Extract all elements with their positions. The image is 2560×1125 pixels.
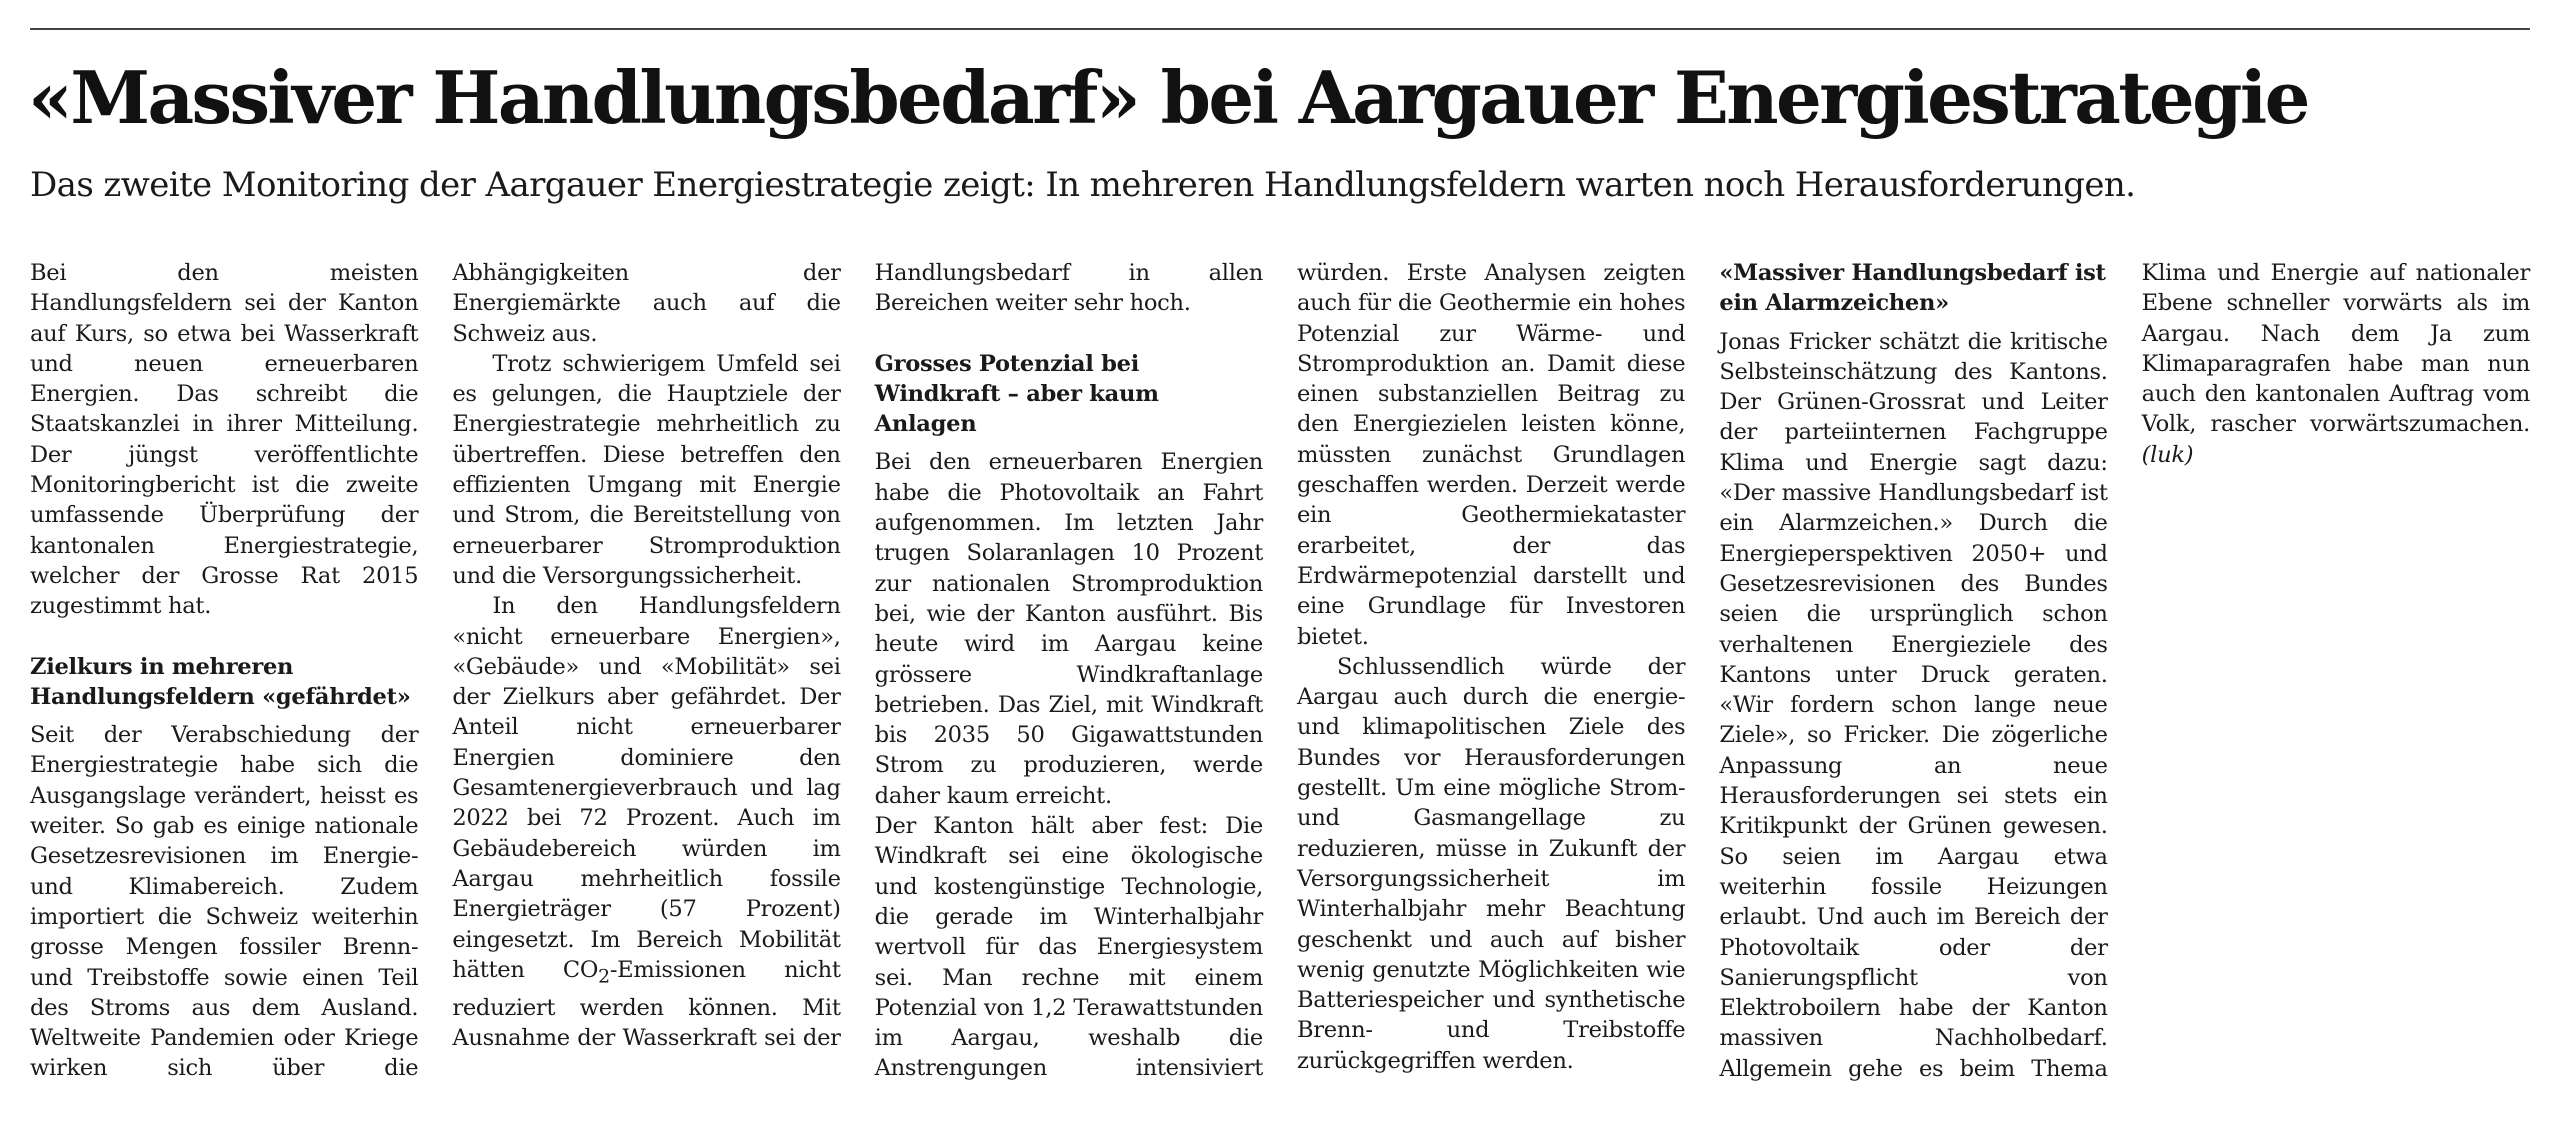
paragraph-8-text: Jonas Fricker schätzt die kritische Selbsteinschätzung des Kantons. Der Grünen-Grossrat und Leiter der parteiinternen Fachgruppe Klima und Energie sagt dazu: «Der massive Handlungsbedarf ist ein Alarmzeichen.» Durch die Energieperspektiven 2050+ und Gesetzesrevisionen des Bundes seien die ursprünglich schon verhaltenen Energieziele des Kantons unter Druck geraten. «Wir fordern schon lange neue Ziele», so Fricker. Die zögerliche Anpassung an neue Herausforderungen sei stets ein Kritikpunkt der Grünen gewesen. So seien im Aargau etwa weiterhin fossile Heizungen erlaubt. Und auch im Bereich der Photovoltaik oder der Sanierungspflicht von Elektroboilern habe der Kanton massiven Nachholbedarf. Allgemein gehe es beim Thema Klima und Energie auf nationaler Ebene schneller vorwärts als im Aargau. Nach dem Ja zum Klimaparagrafen habe man nun auch den kantonalen Auftrag vom Volk, rascher vorwärtszumachen. bbox=[1719, 260, 2530, 1082]
subheading-zielkurs: Zielkurs in mehreren Handlungsfeldern «gefährdet» bbox=[30, 653, 411, 710]
headline: «Massiver Handlungsbedarf» bei Aargauer Energiestrategie bbox=[28, 55, 2308, 140]
co2-subscript: 2 bbox=[598, 966, 610, 988]
paragraph-5: Bei den erneuerbaren Energien habe die Photovoltaik an Fahrt aufgenommen. Im letzten Jahr trugen Solaranlagen 10 Prozent zur nationalen Stromproduktion bei, wie der Kanton ausführt. Bis heute wird im Aargau keine grössere Windkraftanlage betrieben. Das Ziel, mit Windkraft bis 2035 50 Gigawattstunden Strom zu produzieren, werde daher kaum erreicht. bbox=[874, 449, 1263, 809]
paragraph-7: Schlussendlich würde der Aargau auch durch die energie- und klimapolitischen Ziele des Bundes vor Herausforderungen gestellt. Um eine mögliche Strom- und Gasmangellage zu reduzieren, müsse in Zukunft der Versorgungssicherheit im Winterhalbjahr mehr Beachtung geschenkt und auch auf bisher wenig genutzte Möglichkeiten wie Batteriespeicher und synthetische Brenn- und Treibstoffe zurückgegriffen werden. bbox=[1296, 653, 1686, 1074]
subheading-alarmzeichen: «Massiver Handlungsbedarf ist ein Alarmzeichen» bbox=[1719, 260, 2106, 317]
top-rule bbox=[30, 28, 2530, 30]
paragraph-6: Der Kanton hält aber fest: Die Windkraft sei eine ökologische und kostengünstige Technologie, die gerade im Winterhalbjahr wertvoll für das Energiesystem sei. Man rechne mit einem Potenzial von 1,2 Terawattstunden im Aargau, weshalb die Anstrengungen intensiviert würden. Erste Analysen zeigten auch für die Geothermie ein hohes Potenzial zur Wärme- und Stromproduktion an. Damit diese einen substanziellen Beitrag zu den Energiezielen leisten könne, müssten zunächst Grundlagen geschaffen werden. Derzeit werde ein Geothermiekataster erarbeitet, der das Erdwärmepotenzial darstellt und eine Grundlage für Investoren bietet. bbox=[874, 260, 1686, 1082]
author-signature: (luk) bbox=[2141, 441, 2194, 468]
lead-text: Das zweite Monitoring der Aargauer Energiestrategie zeigt: In mehreren Handlungsfeldern warten noch Herausforderungen. bbox=[30, 165, 2136, 205]
article-body bbox=[30, 258, 2530, 1103]
paragraph-1: Bei den meisten Handlungsfeldern sei der Kanton auf Kurs, so etwa bei Wasserkraft und neuen erneuerbaren Energien. Das schreibt die Staatskanzlei in ihrer Mitteilung. Der jüngst veröffentlichte Monitoringbericht ist die zweite umfassende Überprüfung der kantonalen Energiestrategie, welcher der Grosse Rat 2015 zugestimmt hat. bbox=[30, 260, 419, 620]
paragraph-4-tail: -Emissionen nicht reduziert werden können. Mit Ausnahme der Wasserkraft sei der Handlungsbedarf in allen Bereichen weiter sehr hoch. bbox=[452, 260, 1263, 1051]
paragraph-8 bbox=[1719, 258, 2530, 1103]
subheading-windkraft: Grosses Potenzial bei Windkraft – aber kaum Anlagen bbox=[874, 350, 1159, 438]
paragraph-3: Trotz schwierigem Umfeld sei es gelungen, die Hauptziele der Energiestrategie mehrheitlich zu übertreffen. Diese betreffen den effizienten Umgang mit Energie und Strom, die Bereitstellung von erneuerbarer Stromproduktion und die Versorgungssicherheit. bbox=[452, 350, 841, 589]
paragraph-2: Seit der Verabschiedung der Energiestrategie habe sich die Ausgangslage verändert, heisst es weiter. So gab es einige nationale Gesetzesrevisionen im Energie- und Klimabereich. Zudem importiert die Schweiz weiterhin grosse Mengen fossiler Brenn- und Treibstoffe sowie einen Teil des Stroms aus dem Ausland. Weltweite Pandemien oder Kriege wirken sich über die Abhängigkeiten der Energiemärkte auch auf die Schweiz aus. bbox=[30, 260, 841, 1082]
paragraph-4-text: In den Handlungsfeldern «nicht erneuerbare Energien», «Gebäude» und «Mobilität» sei der Zielkurs aber gefährdet. Der Anteil nicht erneuerbarer Energien dominiere den Gesamtenergieverbrauch und lag 2022 bei 72 Prozent. Auch im Gebäudebereich würden im Aargau mehrheitlich fossile Energieträger (57 Prozent) eingesetzt. Im Bereich Mobilität hätten CO bbox=[452, 593, 841, 983]
